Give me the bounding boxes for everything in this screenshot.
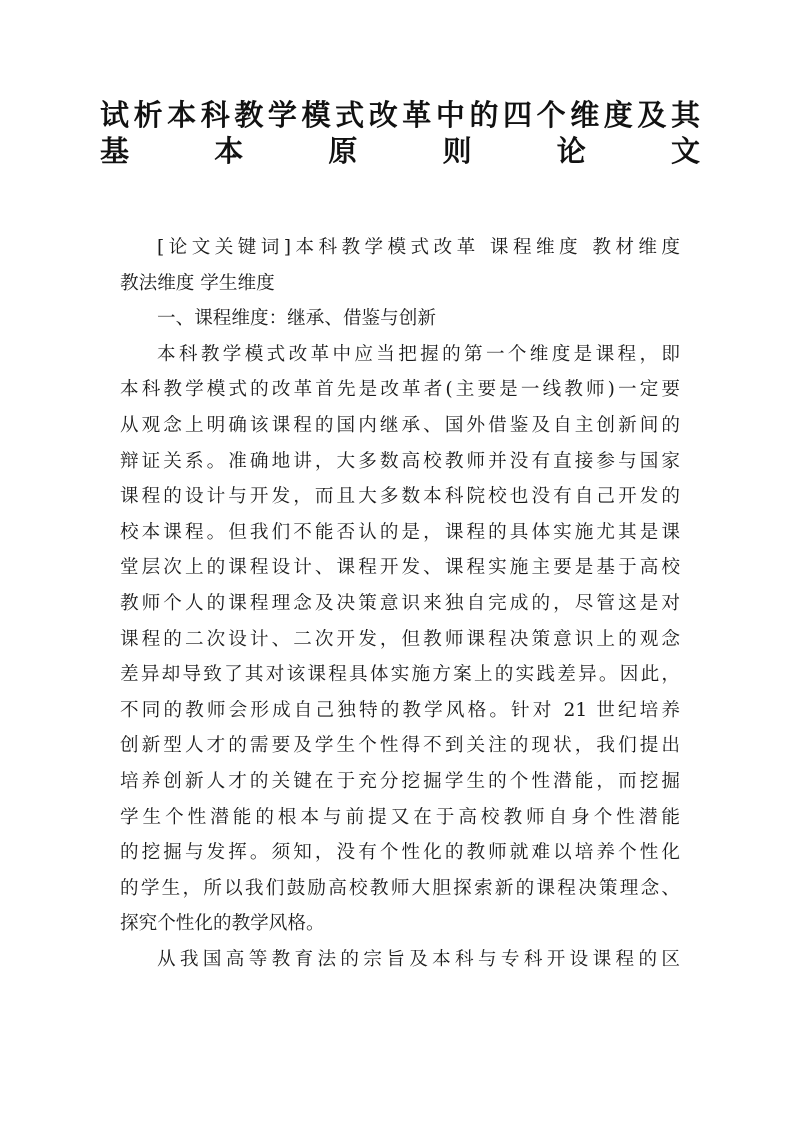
paragraph-line: 的挖掘与发挥。须知，没有个性化的教师就难以培养个性化 — [120, 842, 680, 864]
paragraph-line: 辩证关系。准确地讲，大多数高校教师并没有直接参与国家 — [120, 450, 680, 472]
paragraph-line: 探究个性化的教学风格。 — [120, 913, 325, 935]
title-line: 试析本科教学模式改革中的四个维度及其 — [100, 98, 700, 132]
paragraph-line: 教师个人的课程理念及决策意识来独自完成的，尽管这是对 — [120, 592, 680, 614]
paragraph-1 — [120, 337, 680, 942]
section-heading — [120, 301, 680, 337]
paragraph-line: 课程的二次设计、二次开发，但教师课程决策意识上的观念 — [120, 628, 680, 650]
paragraph-line: 从观念上明确该课程的国内继承、国外借鉴及自主创新间的 — [120, 414, 680, 436]
paragraph-line: 校本课程。但我们不能否认的是，课程的具体实施尤其是课 — [120, 521, 680, 543]
keywords-paragraph — [120, 230, 680, 301]
paragraph-line: 本科教学模式改革中应当把握的第一个维度是课程，即 — [157, 343, 680, 365]
paragraph-line: 差异却导致了其对该课程具体实施方案上的实践差异。因此， — [120, 664, 680, 686]
keywords-line: 教法维度 学生维度 — [120, 272, 275, 294]
document-title — [100, 98, 700, 169]
paragraph-line: 堂层次上的课程设计、课程开发、课程实施主要是基于高校 — [120, 557, 680, 579]
paragraph-line: 学生个性潜能的根本与前提又在于高校教师自身个性潜能 — [120, 806, 680, 828]
paragraph-line: 本科教学模式的改革首先是改革者(主要是一线教师)一定要 — [120, 379, 680, 401]
section-heading-text: 一、课程维度：继承、借鉴与创新 — [157, 308, 436, 330]
paragraph-2 — [120, 942, 680, 978]
paragraph-line: 创新型人才的需要及学生个性得不到关注的现状，我们提出 — [120, 735, 680, 757]
paragraph-line: 的学生，所以我们鼓励高校教师大胆探索新的课程决策理念、 — [120, 877, 680, 899]
paragraph-line: 从我国高等教育法的宗旨及本科与专科开设课程的区 — [157, 948, 680, 970]
document-body — [120, 230, 680, 977]
title-line: 基本原则论文 — [100, 133, 700, 168]
paragraph-line: 课程的设计与开发，而且大多数本科院校也没有自己开发的 — [120, 486, 680, 508]
paragraph-line: 不同的教师会形成自己独特的教学风格。针对 21 世纪培养 — [120, 699, 680, 721]
keywords-line: [论文关键词]本科教学模式改革 课程维度 教材维度 — [157, 237, 680, 258]
paragraph-line: 培养创新人才的关键在于充分挖掘学生的个性潜能，而挖掘 — [120, 770, 680, 792]
